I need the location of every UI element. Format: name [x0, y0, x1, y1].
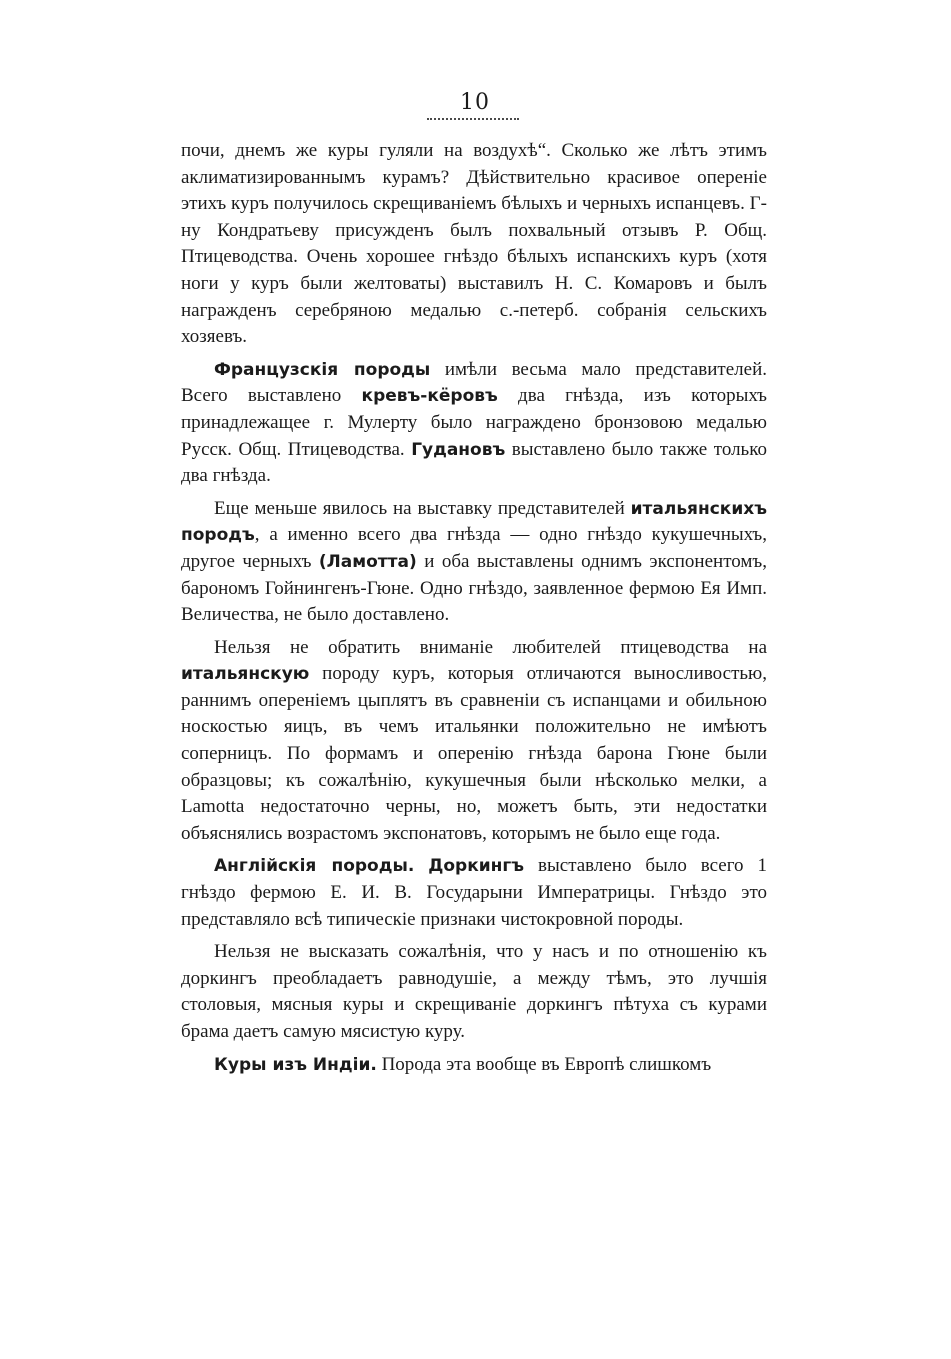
text-run: породу куръ, которыя отличаются выносливостью, раннимъ оперенiемъ цыплятъ въ сравненiи съ испанцами и обильною носкостью яицъ, въ чемъ итальянки положительно не имѣютъ соперницъ. По формамъ и оперенiю гнѣзда барона Гюне были образцовы; къ сожалѣнiю, кукушечныя были нѣсколько мелки, а Lamotta недостаточно черны, но, можетъ быть, эти недостатки объяснялись возрастомъ экспонатовъ, которымъ не было еще года.	[181, 663, 767, 844]
text-run: Нельзя не обратить вниманiе любителей птицеводства на	[214, 636, 767, 658]
bold-term: итальянскую	[181, 664, 310, 685]
text-run: имѣли весьма мало представителей. Всего выставлено	[181, 358, 767, 407]
text-run: и оба выставлены однимъ экспонентомъ, барономъ Гойнингенъ-Гюне. Одно гнѣздо, заявленное фермою Ея Имп. Величества, не было доставлено.	[181, 550, 767, 626]
text-run	[414, 855, 428, 876]
bold-term: Англiйскiя породы.	[214, 856, 415, 877]
page-number-rule	[427, 118, 519, 120]
text-run: почи, днемъ же куры гуляли на воздухѣ“. Сколько же лѣтъ этимъ аклиматизированнымъ курамъ? Дѣйствительно красивое оперенiе этихъ куръ получилось скрещиванiемъ бѣлыхъ и черныхъ испанцевъ. Г-ну Кондратьеву присужденъ былъ похвальный отзывъ Р. Общ. Птицеводства. Очень хорошее гнѣздо бѣлыхъ испанскихъ куръ (хотя ноги у куръ были желтоваты) выставилъ Н. С. Комаровъ и былъ награжденъ серебряною медалью с.-петерб. собранiя сельскихъ хозяевъ.	[181, 140, 767, 348]
bold-term: Французскiя породы	[214, 359, 431, 380]
text-run: Нельзя не высказать сожалѣнiя, что у насъ и по отношенiю къ доркингъ преобладаетъ равнодушiе, а между тѣмъ, это лучшiя столовыя, мясныя куры и скрещиванiе доркингъ пѣтуха съ курами брама даетъ самую мясистую куру.	[181, 941, 767, 1042]
page-number: 10	[460, 90, 490, 115]
paragraph-p1	[181, 138, 767, 351]
bold-term: Гудановъ	[411, 439, 506, 460]
bold-term: Доркингъ	[428, 856, 525, 877]
bold-term: (Ламотта)	[318, 551, 417, 572]
paragraph-p3	[181, 496, 767, 629]
bold-term: итальянскихъ породъ	[181, 498, 767, 546]
body-text	[181, 138, 767, 1078]
paragraph-p5	[181, 853, 767, 933]
paragraph-p4	[181, 635, 767, 848]
bold-term: Куры изъ Индiи.	[214, 1054, 377, 1075]
text-run: Порода эта вообще въ Европѣ слишкомъ	[376, 1053, 712, 1075]
text-run: два гнѣзда, изъ которыхъ принадлежащее г. Мулерту было награждено бронзовою медалью Русск. Общ. Птицеводства.	[181, 385, 767, 460]
paragraph-p6	[181, 939, 767, 1045]
text-run: , а именно всего два гнѣзда — одно гнѣздо кукушечныхъ, другое черныхъ	[181, 524, 767, 572]
paragraph-p2	[181, 357, 767, 490]
paragraph-p7	[181, 1052, 767, 1079]
text-run: выставлено было всего 1 гнѣздо фермою Е. И. В. Государыни Императрицы. Гнѣздо это представляло всѣ типическiе признаки чистокровной породы.	[181, 855, 767, 930]
bold-term: кревъ-кёровъ	[361, 386, 498, 407]
text-run: выставлено было также только два гнѣзда.	[181, 438, 767, 487]
text-run: Еще меньше явилось на выставку представителей	[214, 497, 631, 519]
